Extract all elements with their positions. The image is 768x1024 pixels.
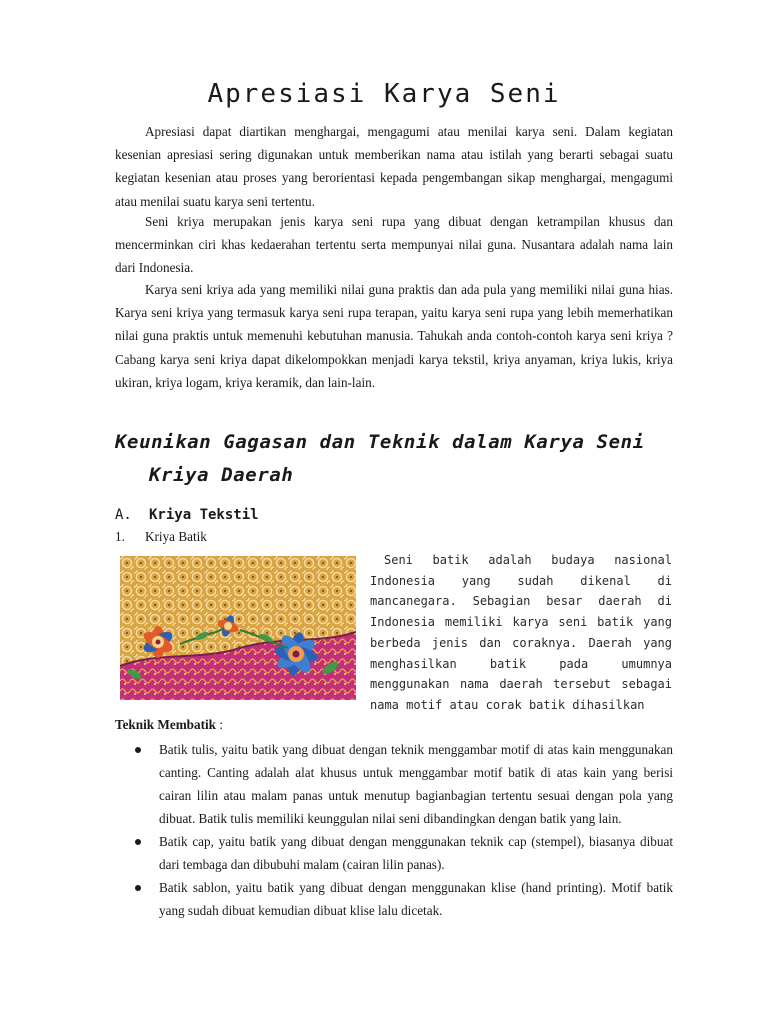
list-item: Batik cap, yaitu batik yang dibuat dengan menggunakan teknik cap (stempel), biasanya dibuat dari tembaga dan dibubuhi malam (cairan lilin panas).	[115, 830, 673, 876]
batik-description: Seni batik adalah budaya nasional Indonesia yang sudah dikenal di mancanegara. Sebagian besar daerah di Indonesia memiliki karya seni batik yang berbeda jenis dan coraknya. Daerah yang menghasilkan batik pada umumnya menggunakan nama daerah tersebut sebagai nama motif atau corak batik dihasilkan	[370, 553, 672, 712]
section-a	[115, 507, 259, 523]
teknik-list	[115, 738, 673, 922]
teknik-label-suffix: :	[216, 717, 223, 732]
page-title: Apresiasi Karya Seni	[207, 79, 561, 110]
paragraph-seni-kriya: Seni kriya merupakan jenis karya seni rupa yang dibuat dengan ketrampilan khusus dan mencerminkan ciri khas kedaerahan tertentu serta mempunyai nilai guna. Nusantara adalah nama lain dari Indonesia.	[115, 214, 673, 276]
list-item: Batik tulis, yaitu batik yang dibuat dengan teknik menggambar motif di atas kain menggunakan canting. Canting adalah alat khusus untuk menggambar motif batik di atas kain yang berisi cairan lilin atau malam panas untuk menutup bagianbagian tertentu sesuai dengan pola yang dibuat. Batik tulis memiliki keunggulan nilai seni dibandingkan dengan batik yang lain.	[115, 738, 673, 830]
item-1-label: 1.	[115, 529, 125, 544]
paragraph-apresiasi: Apresiasi dapat diartikan menghargai, mengagumi atau menilai karya seni. Dalam kegiatan kesenian apresiasi sering digunakan untuk memberikan nama atau istilah yang berarti sebagai suatu kegiatan kesenian atau proses yang berorientasi kepada pengembangan sikap menghargai, mengagumi atau menilai suatu karya seni tertentu.	[115, 124, 673, 209]
paragraph-karya-seni-kriya: Karya seni kriya ada yang memiliki nilai guna praktis dan ada pula yang memiliki nilai guna hias. Karya seni kriya yang termasuk karya seni rupa terapan, yaitu karya seni rupa yang lebih memerhatikan nilai guna praktis untuk memenuhi kebutuhan manusia. Tahukah anda contoh-contoh karya seni kriya ? Cabang karya seni kriya dapat dikelompokkan menjadi karya tekstil, kriya anyaman, kriya lukis, kriya ukiran, kriya logam, kriya keramik, dan lain-lain.	[115, 282, 673, 390]
section-heading	[115, 426, 645, 492]
item-kriya-batik	[115, 529, 207, 545]
bullet-icon	[135, 747, 141, 753]
section-a-title: Kriya Tekstil	[149, 507, 259, 523]
bullet-icon	[135, 839, 141, 845]
list-item: Batik sablon, yaitu batik yang dibuat dengan menggunakan klise (hand printing). Motif batik yang sudah dibuat kemudian dibuat klise lalu dicetak.	[115, 876, 673, 922]
heading-line-2: Kriya Daerah	[149, 464, 294, 486]
bullet-icon	[135, 885, 141, 891]
section-a-label: A.	[115, 507, 132, 523]
item-1-title: Kriya Batik	[145, 529, 207, 544]
heading-line-1: Keunikan Gagasan dan Teknik dalam Karya Seni	[115, 431, 645, 453]
teknik-label-text: Teknik Membatik	[115, 717, 217, 732]
teknik-membatik-label	[115, 717, 223, 733]
batik-image	[120, 556, 356, 700]
